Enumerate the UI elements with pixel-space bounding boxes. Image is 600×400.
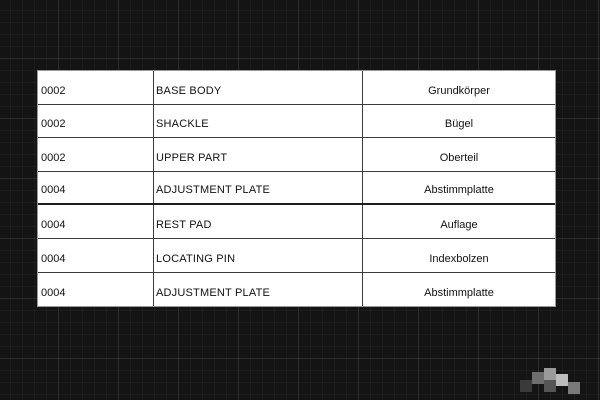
- part-name-cell: LOCATING PIN: [154, 239, 363, 272]
- table-row: [38, 273, 555, 307]
- quantity-cell: 0004: [38, 239, 154, 272]
- german-name-cell: Grundkörper: [428, 84, 490, 97]
- table-row: [38, 172, 555, 206]
- table-row: [38, 138, 555, 172]
- part-name-cell: ADJUSTMENT PLATE: [154, 273, 363, 307]
- part-name-cell: UPPER PART: [154, 138, 363, 171]
- quantity-cell: 0004: [38, 205, 154, 238]
- part-name-cell: BASE BODY: [154, 71, 363, 104]
- table-row: [38, 71, 555, 105]
- german-name-cell: Abstimmplatte: [424, 184, 494, 197]
- german-name-cell: Abstimmplatte: [424, 287, 494, 300]
- part-name-cell: ADJUSTMENT PLATE: [154, 172, 363, 204]
- pixelated-watermark: [520, 368, 580, 396]
- table-row: [38, 105, 555, 139]
- quantity-cell: 0002: [38, 71, 154, 104]
- german-name-cell: Indexbolzen: [429, 252, 489, 265]
- table-row: [38, 239, 555, 273]
- quantity-cell: 0004: [38, 172, 154, 204]
- table-row: [38, 205, 555, 239]
- german-name-cell: Bügel: [444, 118, 474, 131]
- part-name-cell: REST PAD: [154, 205, 363, 238]
- parts-list-table: [37, 70, 556, 307]
- german-name-cell: Oberteil: [439, 151, 479, 164]
- german-name-cell: Auflage: [440, 218, 478, 231]
- part-name-cell: SHACKLE: [154, 105, 363, 138]
- quantity-cell: 0002: [38, 105, 154, 138]
- quantity-cell: 0002: [38, 138, 154, 171]
- quantity-cell: 0004: [38, 273, 154, 307]
